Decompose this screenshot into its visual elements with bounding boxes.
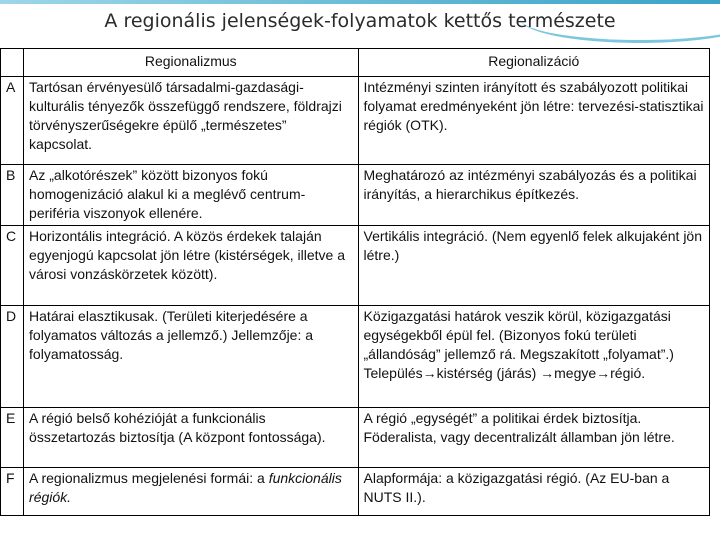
- row-regionalizmus-cell: A régió belső kohézióját a funkcionális összetartozás biztosítja (A központ fontossága).: [24, 408, 358, 468]
- row-letter: B: [1, 165, 24, 226]
- page-title: A regionális jelenségek-folyamatok kettős természete: [104, 10, 616, 32]
- row-letter: D: [1, 306, 24, 408]
- row-regionalizmus-cell: Tartósan érvényesülő társadalmi-gazdasági-kulturális tényezők összefüggő rendszere, földrajzi törvényszerűségekre épülő „természetes” kapcsolat.: [24, 77, 358, 165]
- table-row: [1, 306, 710, 408]
- row-regionalizacio-cell: Közigazgatási határok veszik körül, közigazgatási egységekből épül fel. (Bizonyos fokú területi „állandóság” jellemző rá. Megszakított „folyamat”.) Település→kistérség (járás) →megye→régió.: [358, 306, 710, 408]
- row-regionalizmus-cell: Horizontális integráció. A közös érdekek talaján egyenjogú kapcsolat jön létre (kistérségek, illetve a városi vonzáskörzetek között).: [24, 226, 358, 306]
- table-header-row: [1, 49, 710, 77]
- row-text-italic: funkcionális régiók.: [29, 470, 342, 505]
- row-regionalizmus-cell: [24, 468, 358, 516]
- table-row: [1, 468, 710, 516]
- row-regionalizacio-cell: A régió „egységét” a politikai érdek biztosítja. Föderalista, vagy decentralizált államban jön létre.: [358, 408, 710, 468]
- table-row: [1, 408, 710, 468]
- row-regionalizacio-cell: Alapformája: a közigazgatási régió. (Az EU-ban a NUTS II.).: [358, 468, 710, 516]
- row-regionalizacio-cell: Vertikális integráció. (Nem egyenlő felek alkujaként jön létre.): [358, 226, 710, 306]
- table-row: [1, 77, 710, 165]
- header-regionalizmus: Regionalizmus: [24, 49, 358, 77]
- row-regionalizacio-cell: Intézményi szinten irányított és szabályozott politikai folyamat eredményeként jön létre: tervezési-statisztikai régiók (OTK).: [358, 77, 710, 165]
- row-regionalizmus-cell: Határai elasztikusak. (Területi kiterjedésére a folyamatos változás a jellemző.) Jellemzője: a folyamatosság.: [24, 306, 358, 408]
- header-corner-cell: [1, 49, 24, 77]
- row-letter: A: [1, 77, 24, 165]
- table-row: [1, 226, 710, 306]
- row-letter: F: [1, 468, 24, 516]
- row-regionalizmus-cell: Az „alkotórészek” között bizonyos fokú homogenizáció alakul ki a meglévő centrum-periféria viszonyok ellenére.: [24, 165, 358, 226]
- table-row: [1, 165, 710, 226]
- row-regionalizacio-cell: Meghatározó az intézményi szabályozás és a politikai irányítás, a hierarchikus építkezés.: [358, 165, 710, 226]
- comparison-table: [0, 48, 710, 516]
- row-text: A regionalizmus megjelenési formái: a: [29, 470, 269, 486]
- row-letter: E: [1, 408, 24, 468]
- header-regionalizacio: Regionalizáció: [358, 49, 710, 77]
- row-letter: C: [1, 226, 24, 306]
